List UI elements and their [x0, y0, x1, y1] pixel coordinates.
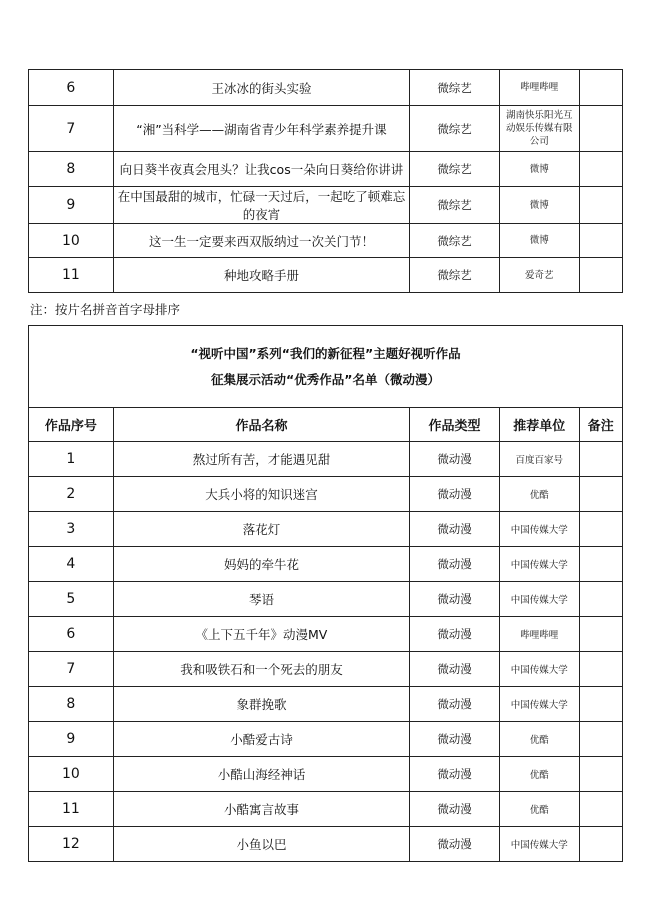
work-name: 小鱼以巴: [113, 827, 409, 862]
row-number: 10: [29, 224, 114, 258]
work-name: “湘”当科学——湖南省青少年科学素养提升课: [113, 106, 409, 152]
row-number: 3: [29, 512, 114, 547]
row-number: 10: [29, 757, 114, 792]
table-row: [29, 442, 623, 477]
row-number: 4: [29, 547, 114, 582]
remark: [579, 224, 622, 258]
row-number: 11: [29, 258, 114, 293]
work-name: 琴语: [113, 582, 409, 617]
header-note: 备注: [579, 408, 622, 442]
row-number: 7: [29, 106, 114, 152]
remark: [579, 652, 622, 687]
row-number: 5: [29, 582, 114, 617]
table-row: [29, 582, 623, 617]
work-type: 微动漫: [410, 757, 500, 792]
row-number: 9: [29, 722, 114, 757]
remark: [579, 512, 622, 547]
work-type: 微动漫: [410, 547, 500, 582]
recommender: 中国传媒大学: [499, 582, 579, 617]
table-row: [29, 70, 623, 106]
row-number: 2: [29, 477, 114, 512]
table-title: [29, 326, 623, 408]
table-row: [29, 827, 623, 862]
work-type: 微综艺: [410, 106, 500, 152]
work-name: 大兵小将的知识迷宫: [113, 477, 409, 512]
table-row: [29, 512, 623, 547]
work-type: 微动漫: [410, 582, 500, 617]
work-name: 《上下五千年》动漫MV: [113, 617, 409, 652]
row-number: 8: [29, 152, 114, 187]
remark: [579, 547, 622, 582]
table-row: [29, 152, 623, 187]
remark: [579, 757, 622, 792]
work-name: 在中国最甜的城市，忙碌一天过后，一起吃了顿难忘的夜宵: [113, 187, 409, 224]
remark: [579, 442, 622, 477]
recommender: 哔哩哔哩: [499, 617, 579, 652]
sorting-note: 注：按片名拼音首字母排序: [30, 302, 181, 317]
row-number: 6: [29, 617, 114, 652]
recommender: 优酷: [499, 792, 579, 827]
table-row: [29, 477, 623, 512]
table-row: [29, 258, 623, 293]
header-num: 作品序号: [29, 408, 114, 442]
recommender: 湖南快乐阳光互动娱乐传媒有限公司: [499, 106, 579, 152]
header-type: 作品类型: [410, 408, 500, 442]
recommender: 优酷: [499, 477, 579, 512]
work-type: 微动漫: [410, 722, 500, 757]
recommender: 优酷: [499, 757, 579, 792]
remark: [579, 827, 622, 862]
work-name: 小酷爱古诗: [113, 722, 409, 757]
work-name: 我和吸铁石和一个死去的朋友: [113, 652, 409, 687]
table-row: [29, 722, 623, 757]
remark: [579, 187, 622, 224]
table-row: [29, 224, 623, 258]
work-type: 微动漫: [410, 442, 500, 477]
table-row: [29, 792, 623, 827]
recommender: 微博: [499, 224, 579, 258]
recommender: 哔哩哔哩: [499, 70, 579, 106]
remark: [579, 106, 622, 152]
recommender: 微博: [499, 187, 579, 224]
recommender: 中国传媒大学: [499, 827, 579, 862]
recommender: 中国传媒大学: [499, 512, 579, 547]
work-type: 微动漫: [410, 687, 500, 722]
work-name: 小酷山海经神话: [113, 757, 409, 792]
recommender: 中国传媒大学: [499, 652, 579, 687]
recommender: 中国传媒大学: [499, 687, 579, 722]
recommender: 中国传媒大学: [499, 547, 579, 582]
header-recommender: 推荐单位: [499, 408, 579, 442]
work-name: 向日葵半夜真会甩头？让我cos一朵向日葵给你讲讲: [113, 152, 409, 187]
row-number: 9: [29, 187, 114, 224]
row-number: 8: [29, 687, 114, 722]
remark: [579, 722, 622, 757]
work-name: 象群挽歌: [113, 687, 409, 722]
work-type: 微综艺: [410, 224, 500, 258]
table-row: [29, 187, 623, 224]
work-type: 微综艺: [410, 152, 500, 187]
work-type: 微动漫: [410, 827, 500, 862]
work-type: 微综艺: [410, 258, 500, 293]
table-row: [29, 547, 623, 582]
header-name: 作品名称: [113, 408, 409, 442]
recommender: 百度百家号: [499, 442, 579, 477]
row-number: 6: [29, 70, 114, 106]
table-row: [29, 106, 623, 152]
table-row: [29, 757, 623, 792]
work-name: 王冰冰的街头实验: [113, 70, 409, 106]
work-type: 微动漫: [410, 792, 500, 827]
work-name: 种地攻略手册: [113, 258, 409, 293]
table-row: [29, 652, 623, 687]
work-name: 这一生一定要来西双版纳过一次关门节！: [113, 224, 409, 258]
work-name: 妈妈的牵牛花: [113, 547, 409, 582]
remark: [579, 152, 622, 187]
header-row: [29, 408, 623, 442]
table-row: [29, 617, 623, 652]
work-name: 熬过所有苦，才能遇见甜: [113, 442, 409, 477]
recommender: 微博: [499, 152, 579, 187]
remark: [579, 70, 622, 106]
row-number: 12: [29, 827, 114, 862]
recommender: 优酷: [499, 722, 579, 757]
work-type: 微动漫: [410, 652, 500, 687]
remark: [579, 477, 622, 512]
title-line-2: 征集展示活动“优秀作品”名单（微动漫）: [211, 371, 440, 387]
work-type: 微综艺: [410, 70, 500, 106]
row-number: 11: [29, 792, 114, 827]
title-line-1: “视听中国”系列“我们的新征程”主题好视听作品: [190, 345, 461, 361]
title-row: [29, 326, 623, 408]
recommender: 爱奇艺: [499, 258, 579, 293]
continued-works-table: [28, 69, 623, 293]
work-type: 微动漫: [410, 477, 500, 512]
work-type: 微动漫: [410, 617, 500, 652]
remark: [579, 792, 622, 827]
remark: [579, 258, 622, 293]
row-number: 1: [29, 442, 114, 477]
remark: [579, 687, 622, 722]
table-row: [29, 687, 623, 722]
work-type: 微动漫: [410, 512, 500, 547]
row-number: 7: [29, 652, 114, 687]
work-name: 小酷寓言故事: [113, 792, 409, 827]
remark: [579, 617, 622, 652]
remark: [579, 582, 622, 617]
work-type: 微综艺: [410, 187, 500, 224]
award-list-table: [28, 325, 623, 862]
work-name: 落花灯: [113, 512, 409, 547]
